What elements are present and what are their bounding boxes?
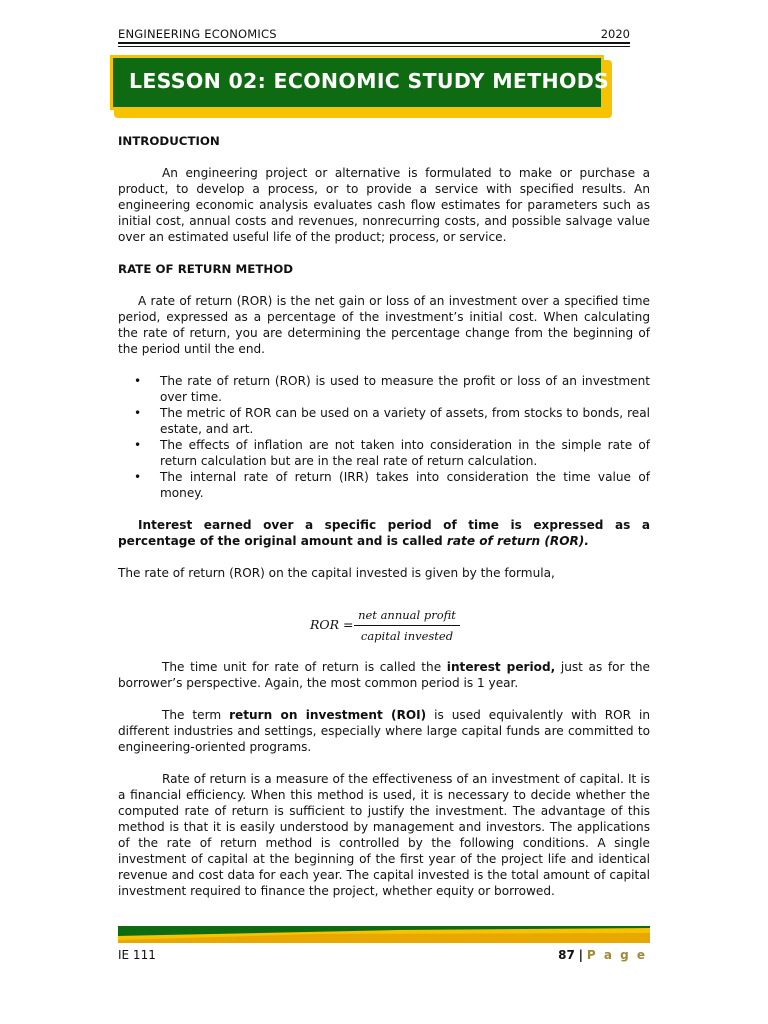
formula-numerator: net annual profit — [354, 607, 460, 626]
list-item: • The rate of return (ROR) is used to measure the profit or loss of an investment over time. — [160, 373, 650, 405]
roi-text-c: is used equivalently with ROR in different industries and settings, especially where large capital funds are committed to engineering-oriented programs. — [118, 708, 651, 754]
page-word: P a g e — [586, 948, 647, 962]
intro-heading: INTRODUCTION — [118, 134, 220, 148]
list-item: • The effects of inflation are not taken into consideration in the simple rate of return calculation but are in the real rate of return calculation. — [160, 437, 650, 469]
page-header — [118, 27, 630, 43]
footer-separator: | — [578, 948, 584, 962]
roi-paragraph — [118, 707, 650, 755]
measure-paragraph: Rate of return is a measure of the effectiveness of an investment of capital. It is a financial efficiency. When this method is used, it is necessary to decide whether the computed rate of return is sufficient to justify the investment. The advantage of this method is that it is easily understood by management and investors. The applications of the rate of return method is controlled by the following conditions. A single investment of capital at the beginning of the first year of the project life and identical revenue and cost data for each year. The capital invested is the total amount of capital investment required to finance the project, whether equity or borrowed. — [118, 772, 650, 898]
ror-bullet-list — [118, 373, 650, 501]
ror-heading: RATE OF RETURN METHOD — [118, 262, 294, 276]
footer-page — [558, 948, 647, 962]
time-unit-text-c: just as for the borrower’s perspective. Again, the most common period is 1 year. — [118, 660, 650, 690]
ror-formula — [118, 607, 650, 651]
header-rule-thin — [118, 46, 630, 47]
footer-stripe — [118, 926, 650, 943]
document-body — [118, 133, 650, 899]
time-unit-text-a: The time unit for rate of return is called the — [162, 660, 447, 674]
lesson-banner — [110, 55, 610, 110]
time-unit-paragraph — [118, 659, 650, 691]
roi-text-a: The term — [162, 708, 230, 722]
formula-intro: The rate of return (ROR) on the capital invested is given by the formula, — [118, 566, 555, 580]
list-item: • The metric of ROR can be used on a variety of assets, from stocks to bonds, real estate, and art. — [160, 405, 650, 437]
header-course: ENGINEERING ECONOMICS — [118, 27, 277, 41]
roi-term: return on investment (ROI) — [229, 708, 427, 722]
footer-course-code: IE 111 — [118, 948, 156, 962]
time-unit-term: interest period, — [446, 660, 556, 674]
intro-paragraph: An engineering project or alternative is formulated to make or purchase a product, to develop a process, or to provide a service with specified results. An engineering economic analysis evaluates cash flow estimates for parameters such as initial cost, annual costs and revenues, nonrecurring costs, and possible salvage value over an estimated useful life of the product; process, or service. — [118, 166, 650, 244]
formula-denominator: capital invested — [360, 629, 454, 643]
lesson-title: LESSON 02: ECONOMIC STUDY METHODS — [129, 69, 610, 93]
ror-paragraph: A rate of return (ROR) is the net gain or loss of an investment over a specified time period, expressed as a percentage of the investment’s initial cost. When calculating the rate of return, you are determining the percentage change from the beginning of the period until the end. — [118, 294, 650, 356]
list-item: • The internal rate of return (IRR) takes into consideration the time value of money. — [160, 469, 650, 501]
header-rule — [118, 42, 630, 44]
ror-definition-term: rate of return (ROR). — [446, 534, 589, 548]
ror-definition — [118, 517, 650, 549]
formula-lhs: ROR = — [310, 617, 354, 632]
header-year: 2020 — [600, 27, 630, 41]
page-number: 87 — [558, 948, 575, 962]
ror-definition-text: Interest earned over a specific period of time is expressed as a percentage of the original amount and is called — [118, 518, 650, 548]
formula-fraction — [354, 607, 460, 644]
